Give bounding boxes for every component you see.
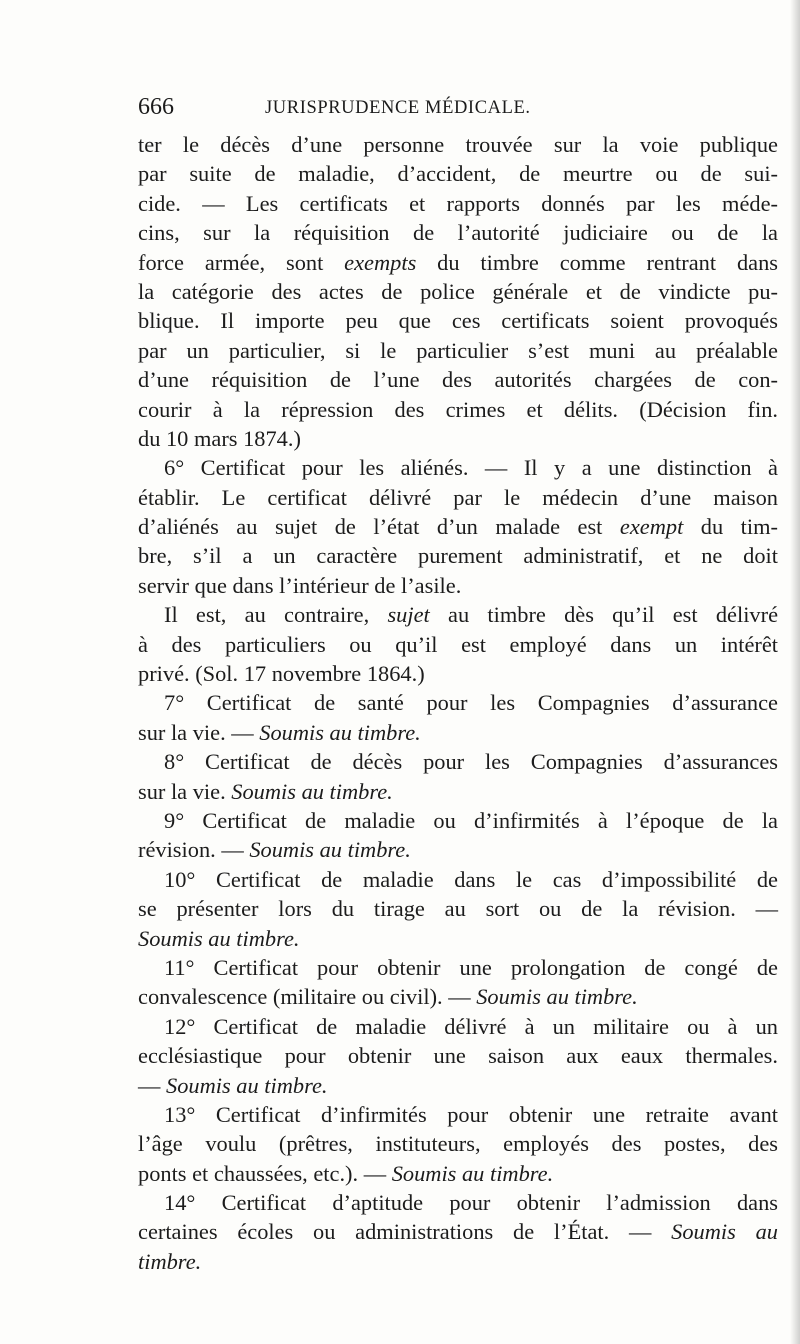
running-title: JURISPRUDENCE MÉDICALE. [265,98,531,118]
text-line: 11° Certificat pour obtenir une prolongation de congé de [164,954,778,980]
page-edge-shadow [790,0,800,1344]
text-line [138,835,778,864]
text-line: 6° Certificat pour les aliénés. — Il y a une distinction à [164,455,778,481]
text-line [138,1071,778,1100]
text-line: ecclésiastique pour obtenir une saison aux eaux thermales. [138,1043,778,1069]
text-line [138,600,778,629]
text-line: à des particuliers ou qu’il est employé dans un intérêt [138,631,778,657]
italic-text: Soumis au timbre. [259,719,421,745]
italic-text: Soumis au timbre. [231,778,393,804]
italic-text: Soumis au timbre. [166,1072,328,1098]
text-line [138,1159,778,1188]
text-line: 8° Certificat de décès pour les Compagnies d’assurances [164,749,778,775]
text-line: par un particulier, si le particulier s’est muni au préalable [138,337,778,363]
italic-text: Soumis au timbre. [476,984,638,1010]
italic-text: Soumis au timbre. [249,837,411,863]
text-line [138,1247,778,1276]
text-line [138,1217,778,1246]
text-segment: certaines écoles ou administrations de l’État. — [138,1219,672,1245]
text-segment: — [138,1072,166,1098]
text-segment: sur la vie. — [138,719,260,745]
text-line: du 10 mars 1874.) [138,425,301,451]
text-segment: du tim- [683,514,778,540]
text-line: 10° Certificat de maladie dans le cas d’impossibilité de [164,866,778,892]
italic-text: timbre. [138,1248,202,1274]
text-line: cide. — Les certificats et rapports donnés par les méde- [138,190,778,216]
text-line [138,512,778,541]
text-line [138,777,778,806]
text-segment: au timbre dès qu’il est délivré [429,602,779,628]
text-line: par suite de maladie, d’accident, de meurtre ou de sui- [138,161,778,187]
text-line: cins, sur la réquisition de l’autorité judiciaire ou de la [138,220,778,246]
text-line [138,248,778,277]
page-number: 666 [138,94,174,120]
text-line: 12° Certificat de maladie délivré à un militaire ou à un [164,1013,778,1039]
text-segment: révision. — [138,837,250,863]
italic-text: Soumis au timbre. [391,1160,554,1186]
text-line [138,718,778,747]
page-header [138,92,758,126]
text-line: l’âge voulu (prêtres, instituteurs, employés des postes, des [138,1131,778,1157]
text-line: blique. Il importe peu que ces certificats soient provoqués [138,308,778,334]
italic-text: sujet [387,602,430,628]
text-line: ter le décès d’une personne trouvée sur la voie publique [138,132,778,157]
text-line: la catégorie des actes de police générale et de vindicte pu- [138,278,778,304]
text-line [138,982,778,1011]
text-line: établir. Le certificat délivré par le médecin d’une maison [138,484,778,510]
text-segment: convalescence (militaire ou civil). — [138,984,477,1010]
text-line: d’une réquisition de l’une des autorités chargées de con- [138,367,778,393]
text-line: 7° Certificat de santé pour les Compagnies d’assurance [164,690,778,716]
text-segment: d’aliénés au sujet de l’état d’un malade est [138,514,620,540]
text-line: bre, s’il a un caractère purement administratif, et ne doit [138,543,778,569]
text-segment: du timbre comme rentrant dans [416,249,778,275]
text-line: 14° Certificat d’aptitude pour obtenir l’admission dans [164,1190,778,1216]
text-line: 9° Certificat de maladie ou d’infirmités à l’époque de la [164,807,778,833]
text-line [138,924,778,953]
italic-text: exempts [344,249,417,275]
text-segment: ponts et chaussées, etc.). — [138,1160,392,1186]
text-segment: Il est, au contraire, [164,602,388,628]
italic-text: Soumis au timbre. [138,925,300,951]
text-line: se présenter lors du tirage au sort ou de la révision. — [138,896,778,922]
text-line: 13° Certificat d’infirmités pour obtenir une retraite avant [164,1101,778,1127]
text-segment: force armée, sont [138,249,345,275]
text-line: courir à la répression des crimes et délits. (Décision fin. [138,396,778,422]
body-text [138,130,778,1276]
text-line: servir que dans l’intérieur de l’asile. [138,572,462,598]
text-segment: sur la vie. [138,778,232,804]
italic-text: Soumis au [671,1219,778,1245]
text-line: privé. (Sol. 17 novembre 1864.) [138,661,425,687]
italic-text: exempt [619,514,684,540]
